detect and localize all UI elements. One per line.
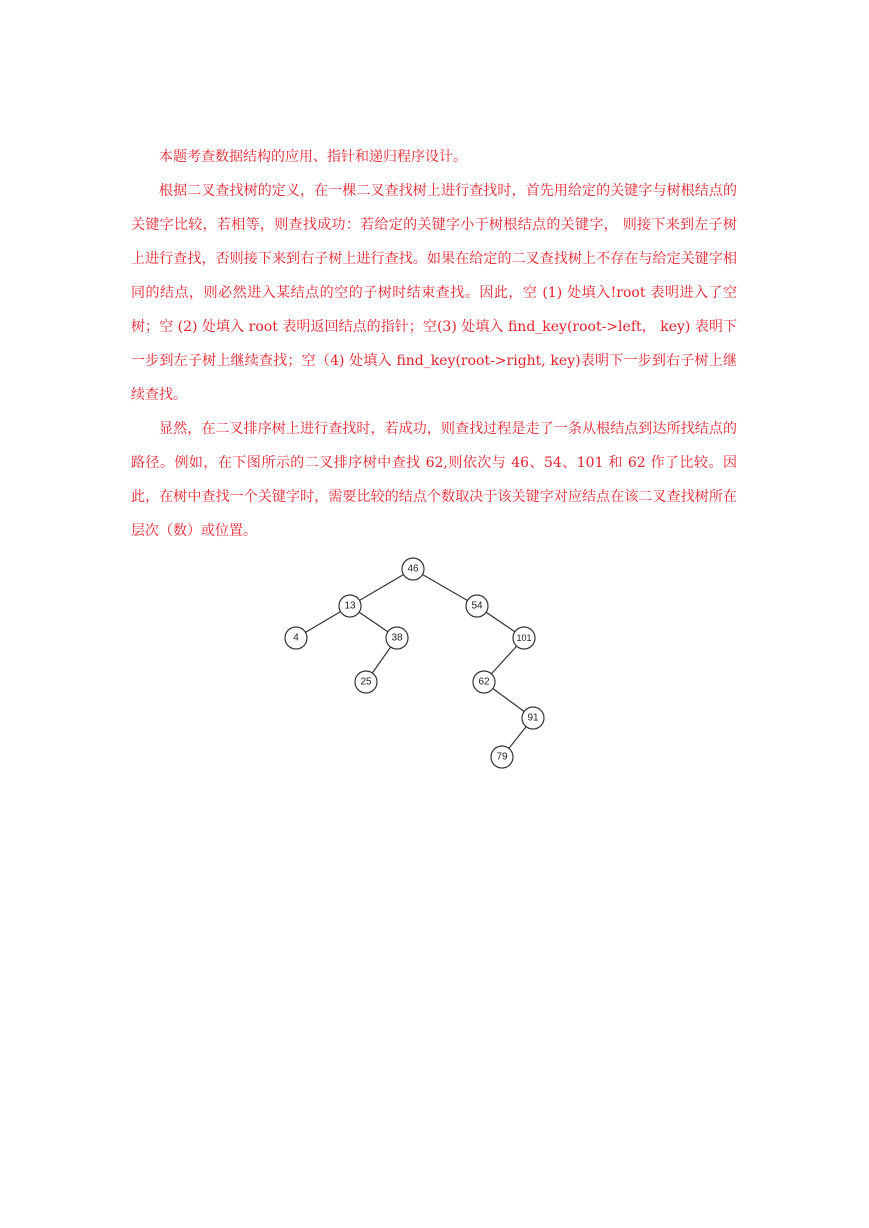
- paragraph-topic: 本题考查数据结构的应用、指针和递归程序设计。: [159, 149, 467, 165]
- tree-node-label: 4: [293, 632, 299, 644]
- tree-node-label: 13: [344, 600, 356, 612]
- tree-node-label: 62: [478, 676, 490, 688]
- tree-nodes: [285, 558, 544, 768]
- tree-node-38: [386, 627, 408, 649]
- tree-node-label: 25: [360, 676, 372, 688]
- paragraph-search-explanation: 根据二叉查找树的定义，在一棵二叉查找树上进行查找时，首先用给定的关键字与树根结点的关键字比较，若相等，则查找成功：若给定的关键字小于树根结点的关键字， 则接下来到左子树上进行查找，否则接下来到右子树上进行查找。如果在给定的二叉查找树上不存在与给定关键字相同的结点，则必然进入某结点的空的子树时结束查找。因此，空 (1) 处填入!root 表明进入了空树；空 (2) 处填入 root 表明返回结点的指针；空(3) 处填入 find_key(root->left， key) 表明下一步到左子树上继续查找；空（4) 处填入 find_key(root->right, key)表明下一步到右子树上继续查找。: [131, 183, 737, 403]
- paragraph-search-path: 显然，在二叉排序树上进行查找时，若成功，则查找过程是走了一条从根结点到达所找结点的路径。例如，在下图所示的二叉排序树中查找 62,则依次与 46、54、101 和 62 作了比较。因此，在树中查找一个关键字时，需要比较的结点个数取决于该关键字对应结点在该二叉查找树所在层次（数）或位置。: [131, 421, 737, 539]
- tree-node-62: [473, 671, 495, 693]
- tree-node-79: [491, 746, 513, 768]
- tree-node-46: [402, 558, 424, 580]
- tree-node-label: 38: [391, 632, 403, 644]
- tree-node-91: [522, 707, 544, 729]
- tree-node-4: [285, 627, 307, 649]
- tree-node-label: 101: [516, 633, 532, 643]
- tree-node-label: 79: [496, 751, 508, 763]
- tree-node-54: [466, 595, 488, 617]
- tree-node-25: [355, 671, 377, 693]
- tree-node-label: 91: [527, 712, 539, 724]
- tree-edges: [296, 569, 533, 757]
- tree-node-label: 54: [471, 600, 483, 612]
- tree-node-13: [339, 595, 361, 617]
- tree-node-101: [513, 627, 535, 649]
- tree-node-label: 46: [407, 563, 419, 575]
